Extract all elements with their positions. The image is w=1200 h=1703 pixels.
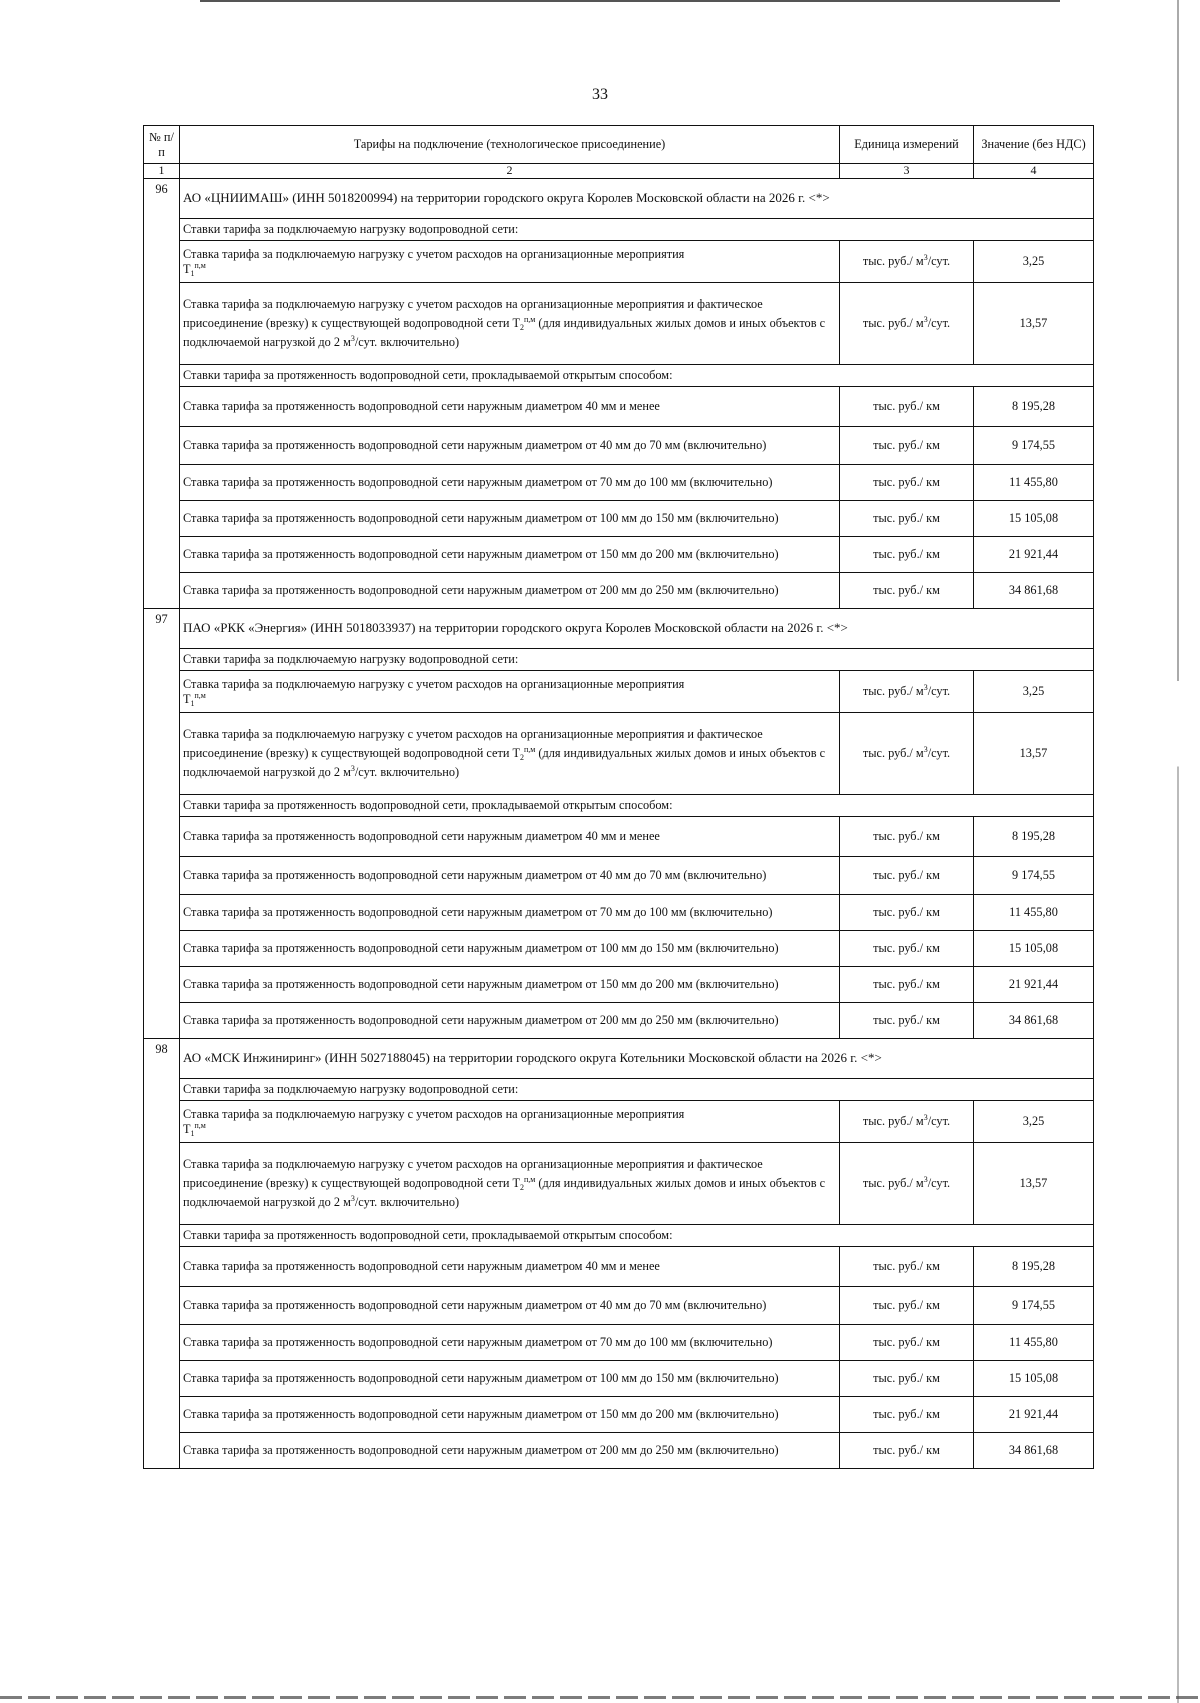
rate-symbol: Т [183, 691, 191, 706]
header-index-2: 2 [180, 164, 840, 179]
rate-value: 9 174,55 [974, 427, 1094, 465]
rate-description: Ставка тарифа за протяженность водопроводной сети наружным диаметром 40 мм и менее [180, 1247, 840, 1287]
rate-text: (для индивидуальных жилых домов и иных объектов с подключаемой нагрузкой до 2 м [183, 1175, 826, 1210]
rate-text: (для индивидуальных жилых домов и иных объектов с подключаемой нагрузкой до 2 м [183, 745, 826, 780]
rate-value: 11 455,80 [974, 465, 1094, 501]
rate-value: 15 105,08 [974, 1361, 1094, 1397]
table-row [144, 1143, 1094, 1225]
unit-cell: тыс. руб./ км [840, 537, 974, 573]
org-row [144, 609, 1094, 649]
unit-cell: тыс. руб./ км [840, 387, 974, 427]
scan-border-right [1177, 0, 1179, 1703]
rate-text: Ставка тарифа за подключаемую нагрузку с учетом расходов на организационные мероприятия [183, 1107, 685, 1122]
rate-description: Ставка тарифа за протяженность водопроводной сети наружным диаметром от 100 мм до 150 мм (включительно) [180, 1361, 840, 1397]
rate-text: /сут. включительно) [354, 335, 460, 350]
rate-text: Ставка тарифа за подключаемую нагрузку с учетом расходов на организационные мероприятия [183, 247, 685, 262]
unit-superscript: 3 [923, 1113, 928, 1123]
section-heading-row [144, 365, 1094, 387]
load-section-heading: Ставки тарифа за подключаемую нагрузку водопроводной сети: [180, 219, 1094, 241]
rate-symbol-subscript: 1 [190, 1128, 195, 1138]
unit-cell: тыс. руб./ км [840, 573, 974, 609]
organization-title: ПАО «РКК «Энергия» (ИНН 5018033937) на территории городского округа Королев Московской области на 2026 г. <*> [180, 609, 1094, 649]
unit-superscript: 3 [923, 683, 928, 693]
rate-description: Ставка тарифа за протяженность водопроводной сети наружным диаметром от 200 мм до 250 мм (включительно) [180, 1433, 840, 1469]
table-row [144, 817, 1094, 857]
rate-text: /сут. включительно) [354, 765, 460, 780]
header-index-4: 4 [974, 164, 1094, 179]
table-row [144, 857, 1094, 895]
rate-text: Ставка тарифа за подключаемую нагрузку с учетом расходов на организационные мероприятия и фактическое присоединение (врезку) к существующей водопроводной сети Т [183, 296, 763, 330]
section-heading-row [144, 1079, 1094, 1101]
table-row [144, 1101, 1094, 1143]
org-row [144, 1039, 1094, 1079]
rate-symbol-subscript: 2 [520, 1182, 524, 1192]
table-row [144, 387, 1094, 427]
unit-cell: тыс. руб./ км [840, 465, 974, 501]
rate-text: (для индивидуальных жилых домов и иных объектов с подключаемой нагрузкой до 2 м [183, 315, 826, 350]
rate-symbol-subscript: 2 [520, 752, 524, 762]
scan-border-top [200, 0, 1060, 5]
rate-value: 9 174,55 [974, 857, 1094, 895]
table-header [144, 126, 1094, 179]
unit-cell: тыс. руб./ км [840, 1287, 974, 1325]
table-row [144, 241, 1094, 283]
unit-cell: тыс. руб./ км [840, 1247, 974, 1287]
cubic-superscript: 3 [350, 764, 355, 774]
rate-text: Ставка тарифа за подключаемую нагрузку с учетом расходов на организационные мероприятия [183, 677, 685, 692]
table-row [144, 895, 1094, 931]
table-body [144, 179, 1094, 1469]
cubic-superscript: 3 [350, 1194, 355, 1204]
rate-description: Ставка тарифа за протяженность водопроводной сети наружным диаметром от 200 мм до 250 мм (включительно) [180, 573, 840, 609]
unit-text-tail: /сут. [927, 1176, 951, 1191]
length-section-heading: Ставки тарифа за протяженность водопроводной сети, прокладываемой открытым способом: [180, 1225, 1094, 1247]
rate-description [180, 241, 840, 283]
unit-cell [840, 713, 974, 795]
rate-description: Ставка тарифа за протяженность водопроводной сети наружным диаметром от 100 мм до 150 мм (включительно) [180, 501, 840, 537]
rate-description: Ставка тарифа за протяженность водопроводной сети наружным диаметром от 40 мм до 70 мм (включительно) [180, 1287, 840, 1325]
section-heading-row [144, 1225, 1094, 1247]
cubic-superscript: 3 [350, 334, 355, 344]
header-value: Значение (без НДС) [974, 126, 1094, 164]
unit-cell: тыс. руб./ км [840, 857, 974, 895]
unit-cell: тыс. руб./ км [840, 931, 974, 967]
rate-symbol-subscript: 2 [520, 322, 524, 332]
unit-cell: тыс. руб./ км [840, 817, 974, 857]
page-number: 33 [592, 86, 608, 103]
rate-symbol-subscript: 1 [190, 268, 195, 278]
unit-cell [840, 1143, 974, 1225]
unit-cell: тыс. руб./ км [840, 1397, 974, 1433]
unit-text-tail: /сут. [927, 316, 951, 331]
unit-superscript: 3 [923, 1175, 928, 1185]
rate-description: Ставка тарифа за протяженность водопроводной сети наружным диаметром от 200 мм до 250 мм (включительно) [180, 1003, 840, 1039]
organization-title: АО «МСК Инжиниринг» (ИНН 5027188045) на территории городского округа Котельники Московской области на 2026 г. <*> [180, 1039, 1094, 1079]
table-row [144, 1397, 1094, 1433]
rate-description [180, 283, 840, 365]
rate-symbol-superscript: п,м [524, 744, 536, 754]
org-row [144, 179, 1094, 219]
unit-text: тыс. руб./ м [862, 684, 924, 699]
organization-title: АО «ЦНИИМАШ» (ИНН 5018200994) на территории городского округа Королев Московской области на 2026 г. <*> [180, 179, 1094, 219]
rate-symbol-superscript: п,м [194, 1120, 206, 1130]
unit-text: тыс. руб./ м [862, 316, 924, 331]
unit-text-tail: /сут. [927, 746, 951, 761]
header-unit: Единица измерений [840, 126, 974, 164]
table-row [144, 713, 1094, 795]
unit-cell: тыс. руб./ км [840, 501, 974, 537]
length-section-heading: Ставки тарифа за протяженность водопроводной сети, прокладываемой открытым способом: [180, 365, 1094, 387]
rate-value: 13,57 [974, 1143, 1094, 1225]
rate-value: 3,25 [974, 1101, 1094, 1143]
unit-cell: тыс. руб./ км [840, 1361, 974, 1397]
header-index-1: 1 [144, 164, 180, 179]
rate-symbol-superscript: п,м [524, 314, 536, 324]
table-row [144, 1287, 1094, 1325]
table-row [144, 1433, 1094, 1469]
rate-value: 34 861,68 [974, 573, 1094, 609]
table-row [144, 1247, 1094, 1287]
rate-value: 9 174,55 [974, 1287, 1094, 1325]
rate-value: 8 195,28 [974, 387, 1094, 427]
rate-description: Ставка тарифа за протяженность водопроводной сети наружным диаметром 40 мм и менее [180, 817, 840, 857]
unit-cell: тыс. руб./ км [840, 1003, 974, 1039]
rate-symbol-subscript: 1 [190, 698, 195, 708]
rate-description: Ставка тарифа за протяженность водопроводной сети наружным диаметром 40 мм и менее [180, 387, 840, 427]
header-num: № п/п [144, 126, 180, 164]
table-row [144, 573, 1094, 609]
unit-text: тыс. руб./ м [862, 254, 924, 269]
section-heading-row [144, 649, 1094, 671]
table-row [144, 967, 1094, 1003]
rate-value: 11 455,80 [974, 1325, 1094, 1361]
rate-description: Ставка тарифа за протяженность водопроводной сети наружным диаметром от 70 мм до 100 мм (включительно) [180, 1325, 840, 1361]
rate-value: 13,57 [974, 283, 1094, 365]
rate-description: Ставка тарифа за протяженность водопроводной сети наружным диаметром от 150 мм до 200 мм (включительно) [180, 967, 840, 1003]
rate-text: /сут. включительно) [354, 1195, 460, 1210]
rate-description [180, 713, 840, 795]
row-number: 98 [144, 1039, 180, 1469]
header-index-3: 3 [840, 164, 974, 179]
rate-value: 15 105,08 [974, 931, 1094, 967]
table-row [144, 1361, 1094, 1397]
rate-value: 3,25 [974, 241, 1094, 283]
rate-description [180, 671, 840, 713]
unit-cell: тыс. руб./ км [840, 427, 974, 465]
rate-symbol-superscript: п,м [524, 1174, 536, 1184]
rate-description: Ставка тарифа за протяженность водопроводной сети наружным диаметром от 100 мм до 150 мм (включительно) [180, 931, 840, 967]
rate-description: Ставка тарифа за протяженность водопроводной сети наружным диаметром от 150 мм до 200 мм (включительно) [180, 537, 840, 573]
table-row [144, 283, 1094, 365]
unit-text: тыс. руб./ м [862, 1114, 924, 1129]
table-row [144, 1003, 1094, 1039]
unit-superscript: 3 [923, 315, 928, 325]
table-row [144, 501, 1094, 537]
unit-cell: тыс. руб./ км [840, 895, 974, 931]
rate-description: Ставка тарифа за протяженность водопроводной сети наружным диаметром от 70 мм до 100 мм (включительно) [180, 895, 840, 931]
rate-symbol-superscript: п,м [194, 690, 206, 700]
rate-description [180, 1101, 840, 1143]
rate-value: 21 921,44 [974, 967, 1094, 1003]
rate-value: 34 861,68 [974, 1433, 1094, 1469]
unit-cell [840, 241, 974, 283]
unit-text: тыс. руб./ м [862, 746, 924, 761]
rate-description: Ставка тарифа за протяженность водопроводной сети наружным диаметром от 70 мм до 100 мм (включительно) [180, 465, 840, 501]
section-heading-row [144, 219, 1094, 241]
rate-value: 3,25 [974, 671, 1094, 713]
rate-value: 21 921,44 [974, 537, 1094, 573]
rate-value: 15 105,08 [974, 501, 1094, 537]
rate-text: Ставка тарифа за подключаемую нагрузку с учетом расходов на организационные мероприятия и фактическое присоединение (врезку) к существующей водопроводной сети Т [183, 726, 763, 760]
rate-symbol: Т [183, 261, 191, 276]
table-row [144, 1325, 1094, 1361]
rate-value: 11 455,80 [974, 895, 1094, 931]
unit-cell [840, 1101, 974, 1143]
load-section-heading: Ставки тарифа за подключаемую нагрузку водопроводной сети: [180, 1079, 1094, 1101]
row-number: 96 [144, 179, 180, 609]
table-row [144, 671, 1094, 713]
unit-cell [840, 671, 974, 713]
unit-text-tail: /сут. [927, 254, 951, 269]
unit-cell [840, 283, 974, 365]
rate-symbol-superscript: п,м [194, 260, 206, 270]
header-name: Тарифы на подключение (технологическое присоединение) [180, 126, 840, 164]
rate-text: Ставка тарифа за подключаемую нагрузку с учетом расходов на организационные мероприятия и фактическое присоединение (врезку) к существующей водопроводной сети Т [183, 1156, 763, 1190]
unit-cell: тыс. руб./ км [840, 1433, 974, 1469]
section-heading-row [144, 795, 1094, 817]
table-row [144, 537, 1094, 573]
unit-cell: тыс. руб./ км [840, 967, 974, 1003]
unit-superscript: 3 [923, 745, 928, 755]
rate-value: 13,57 [974, 713, 1094, 795]
row-number: 97 [144, 609, 180, 1039]
load-section-heading: Ставки тарифа за подключаемую нагрузку водопроводной сети: [180, 649, 1094, 671]
rate-value: 34 861,68 [974, 1003, 1094, 1039]
unit-text-tail: /сут. [927, 1114, 951, 1129]
scan-border-bottom [0, 1696, 1200, 1699]
rate-description [180, 1143, 840, 1225]
rate-description: Ставка тарифа за протяженность водопроводной сети наружным диаметром от 40 мм до 70 мм (включительно) [180, 427, 840, 465]
rate-value: 8 195,28 [974, 817, 1094, 857]
length-section-heading: Ставки тарифа за протяженность водопроводной сети, прокладываемой открытым способом: [180, 795, 1094, 817]
table-row [144, 931, 1094, 967]
tariff-table [143, 125, 1094, 1469]
unit-text: тыс. руб./ м [862, 1176, 924, 1191]
rate-value: 8 195,28 [974, 1247, 1094, 1287]
rate-description: Ставка тарифа за протяженность водопроводной сети наружным диаметром от 150 мм до 200 мм (включительно) [180, 1397, 840, 1433]
unit-text-tail: /сут. [927, 684, 951, 699]
rate-symbol: Т [183, 1121, 191, 1136]
table-row [144, 427, 1094, 465]
unit-cell: тыс. руб./ км [840, 1325, 974, 1361]
rate-value: 21 921,44 [974, 1397, 1094, 1433]
unit-superscript: 3 [923, 253, 928, 263]
rate-description: Ставка тарифа за протяженность водопроводной сети наружным диаметром от 40 мм до 70 мм (включительно) [180, 857, 840, 895]
table-row [144, 465, 1094, 501]
